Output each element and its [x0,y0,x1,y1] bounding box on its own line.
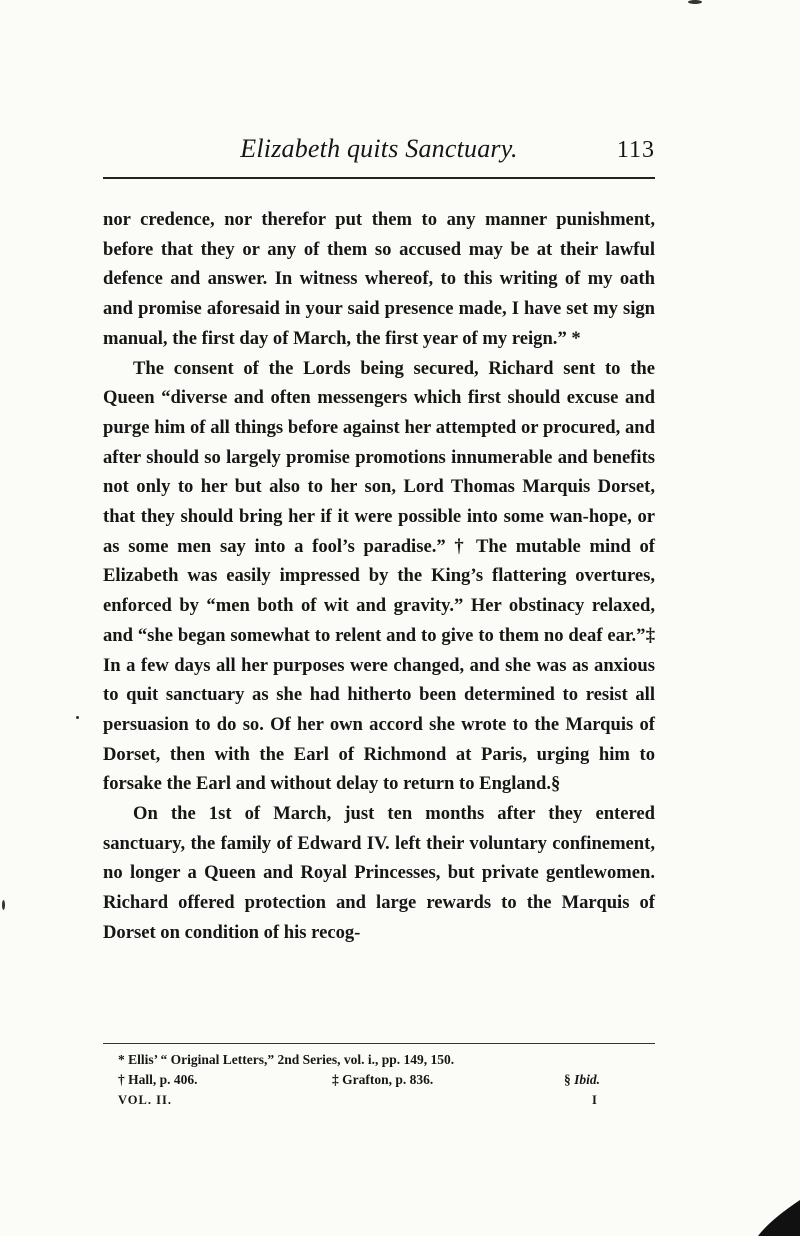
volume-signature: VOL. II. [118,1093,172,1107]
footnote [564,1070,600,1090]
paragraph: On the 1st of March, just ten months after they entered sanctuary, the family of Edward IV. left their voluntary confinement, no longer a Queen and Royal Princesses, but private gentlewomen. Richard offered protection and large rewards to the Marquis of Dorset on condition of his recog- [103,803,655,943]
footnote-line [118,1050,638,1070]
paragraph: nor credence, nor therefor put them to any manner punishment, before that they or any of them so accused may be at their lawful defence and answer. In witness whereof, to this writing of my oath and promise aforesaid in your said presence made, I have set my sign manual, the first day of March, the first year of my reign.” * [103,209,655,349]
page-corner-shadow [750,1200,800,1236]
footnote-line [118,1070,638,1090]
footnote-ibid: Ibid. [574,1072,601,1087]
header-rule [103,177,655,179]
ink-speck [688,0,702,4]
sheet-signature: I [592,1093,598,1107]
footnote-mark: § [564,1072,571,1087]
paragraph: The consent of the Lords being secured, Richard sent to the Queen “diverse and often messengers which first should excuse and purge him of all things before against her attempted or procured, and after should so largely promise promotions innumerable and benefits not only to her but also to her son, Lord Thomas Marquis Dorset, that they should bring her if it were possible into some wan-hope, or as some men say into a fool’s paradise.” † The mutable mind of Elizabeth was easily impressed by the King’s flattering overtures, enforced by “men both of wit and gravity.” Her obstinacy relaxed, and “she began somewhat to relent and to give to them no deaf ear.”‡ In a few days all her purposes were changed, and she was as anxious to quit sanctuary as she had hitherto been determined to resist all persuasion to do so. Of her own accord she wrote to the Marquis of Dorset, then with the Earl of Richmond at Paris, urging him to forsake the Earl and without delay to return to England.§ [103,357,655,795]
ink-speck [76,716,79,719]
footnote-rule [103,1043,655,1044]
ink-speck [2,900,5,910]
footnote: † Hall, p. 406. [118,1072,198,1087]
page-number: 113 [616,137,655,163]
signature-line [118,1093,638,1113]
running-title: Elizabeth quits Sanctuary. [240,134,518,163]
body-text [103,205,655,948]
page-header [103,128,655,168]
footnote: ‡ Grafton, p. 836. [332,1072,434,1087]
footnote: * Ellis’ “ Original Letters,” 2nd Series, vol. i., pp. 149, 150. [118,1052,455,1067]
footnotes [118,1050,638,1090]
